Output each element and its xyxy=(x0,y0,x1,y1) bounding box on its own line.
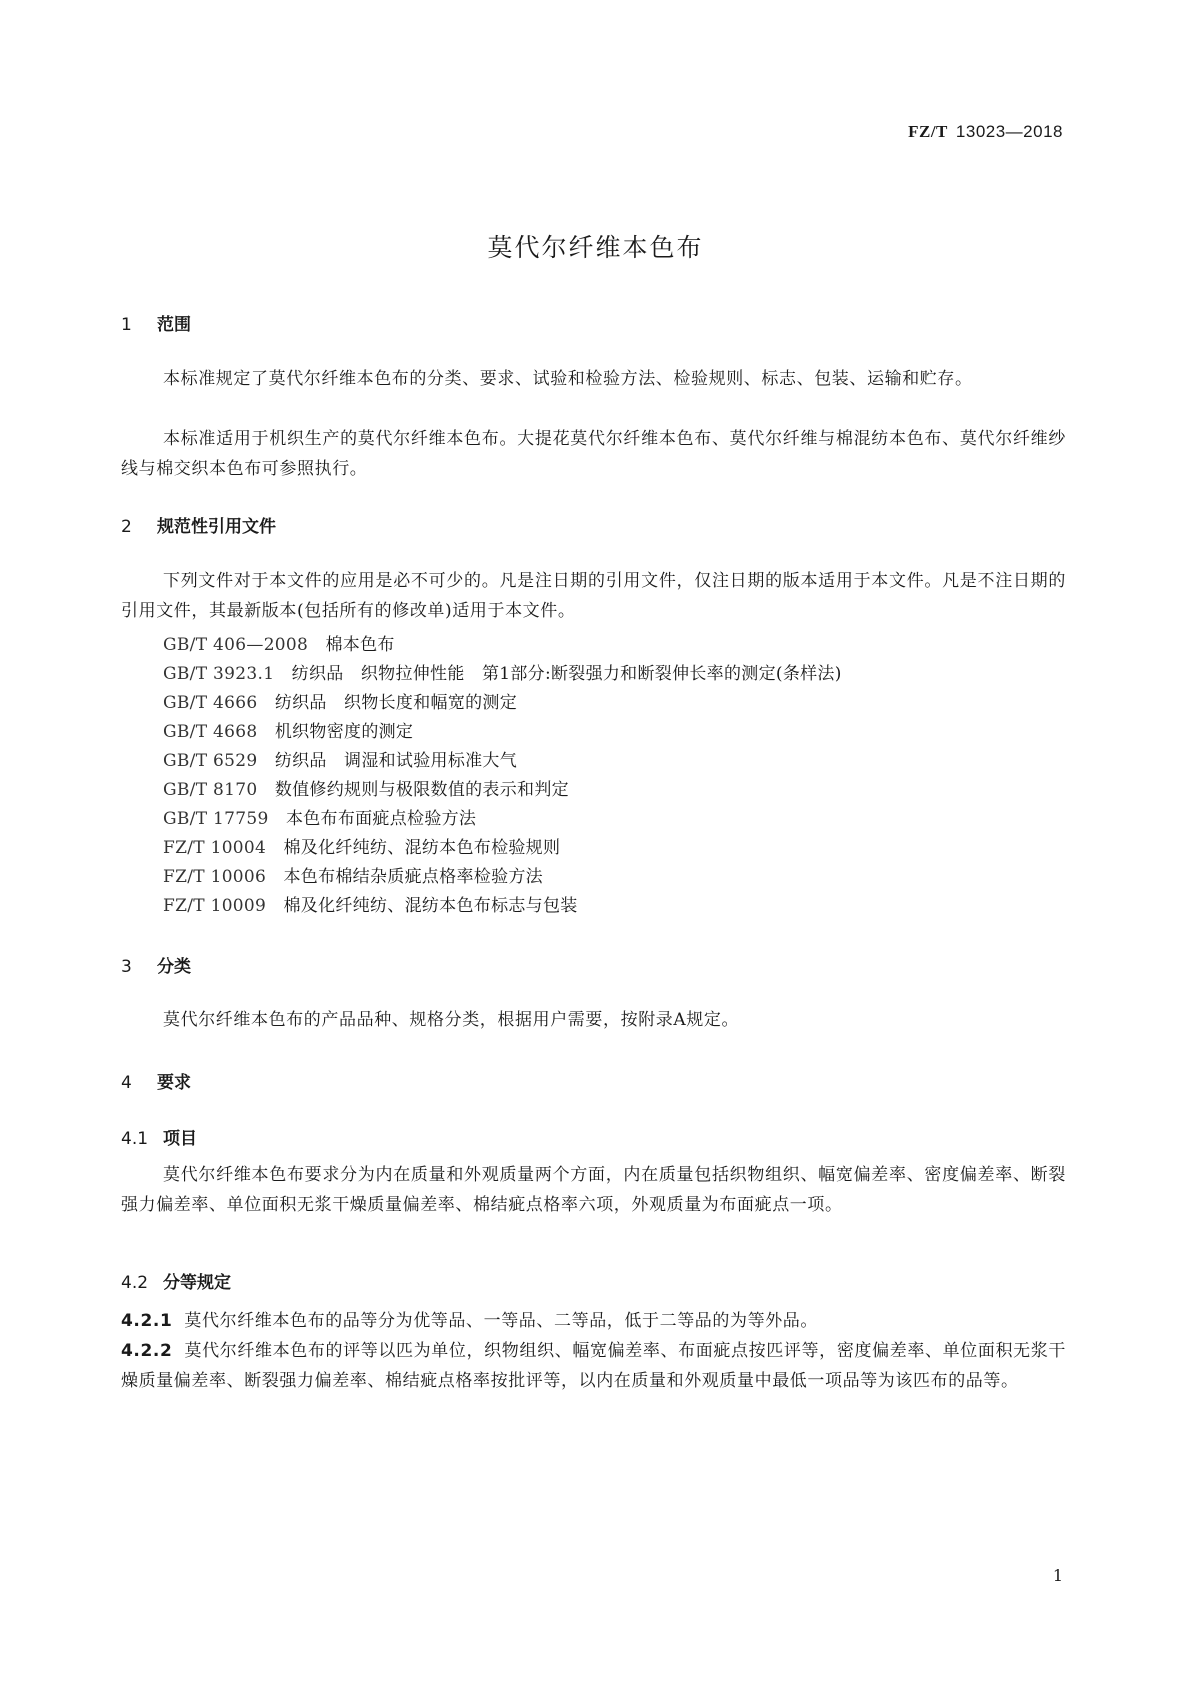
section-4-2-heading: 4.2 分等规定 xyxy=(121,1273,231,1293)
reference-item: GB/T 17759 本色布布面疵点检验方法 xyxy=(163,809,477,829)
reference-item: GB/T 3923.1 纺织品 织物拉伸性能 第1部分:断裂强力和断裂伸长率的测定(条样法) xyxy=(163,664,842,684)
reference-item: FZ/T 10004 棉及化纤纯纺、混纺本色布检验规则 xyxy=(163,838,561,858)
clause-4-2-2: 4.2.2 莫代尔纤维本色布的评等以匹为单位，织物组织、幅宽偏差率、布面疵点按匹评等，密度偏差率、单位面积无浆干燥质量偏差率、断裂强力偏差率、棉结疵点格率按批评等，以内在质量和外观质量中最低一项品等为该匹布的品等。 xyxy=(121,1341,1066,1391)
section-4-1-para: 莫代尔纤维本色布要求分为内在质量和外观质量两个方面，内在质量包括织物组织、幅宽偏差率、密度偏差率、断裂强力偏差率、单位面积无浆干燥质量偏差率、棉结疵点格率六项，外观质量为布面疵点一项。 xyxy=(121,1165,1066,1215)
section-4-1-heading: 4.1 项目 xyxy=(121,1129,197,1149)
reference-item: GB/T 406—2008 棉本色布 xyxy=(163,635,395,655)
document-title: 莫代尔纤维本色布 xyxy=(487,233,704,262)
section-1-para-2: 本标准适用于机织生产的莫代尔纤维本色布。大提花莫代尔纤维本色布、莫代尔纤维与棉混纺本色布、莫代尔纤维纱线与棉交织本色布可参照执行。 xyxy=(121,429,1066,479)
page-number: 1 xyxy=(1052,1566,1063,1585)
section-3-para: 莫代尔纤维本色布的产品品种、规格分类，根据用户需要，按附录A规定。 xyxy=(163,1010,740,1030)
standard-number: FZ/T 13023—2018 xyxy=(908,122,1063,141)
section-4-heading: 4 要求 xyxy=(121,1073,191,1093)
section-1-para-1: 本标准规定了莫代尔纤维本色布的分类、要求、试验和检验方法、检验规则、标志、包装、运输和贮存。 xyxy=(163,369,973,389)
section-2-intro: 下列文件对于本文件的应用是必不可少的。凡是注日期的引用文件，仅注日期的版本适用于本文件。凡是不注日期的引用文件，其最新版本(包括所有的修改单)适用于本文件。 xyxy=(121,571,1066,621)
reference-item: GB/T 6529 纺织品 调湿和试验用标准大气 xyxy=(163,751,518,771)
reference-item: FZ/T 10006 本色布棉结杂质疵点格率检验方法 xyxy=(163,867,543,887)
section-3-heading: 3 分类 xyxy=(121,957,191,977)
section-2-heading: 2 规范性引用文件 xyxy=(121,517,276,537)
section-1-heading: 1 范围 xyxy=(121,315,191,335)
clause-4-2-1: 4.2.1 莫代尔纤维本色布的品等分为优等品、一等品、二等品，低于二等品的为等外品。 xyxy=(121,1311,819,1331)
reference-item: GB/T 4668 机织物密度的测定 xyxy=(163,722,414,742)
reference-item: GB/T 8170 数值修约规则与极限数值的表示和判定 xyxy=(163,780,569,800)
reference-item: GB/T 4666 纺织品 织物长度和幅宽的测定 xyxy=(163,693,518,713)
reference-item: FZ/T 10009 棉及化纤纯纺、混纺本色布标志与包装 xyxy=(163,896,578,916)
